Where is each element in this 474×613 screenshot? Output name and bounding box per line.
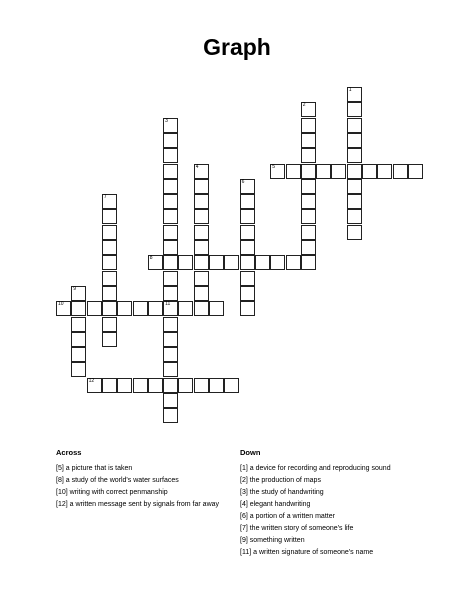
- grid-cell[interactable]: [102, 317, 117, 332]
- grid-cell[interactable]: [194, 301, 209, 316]
- grid-cell[interactable]: [163, 179, 178, 194]
- grid-cell[interactable]: [194, 286, 209, 301]
- grid-cell[interactable]: [347, 209, 362, 224]
- grid-cell[interactable]: [331, 164, 346, 179]
- grid-cell[interactable]: [133, 301, 148, 316]
- grid-cell[interactable]: [377, 164, 392, 179]
- grid-cell[interactable]: [240, 301, 255, 316]
- grid-cell[interactable]: [163, 240, 178, 255]
- cell-number: 9: [73, 285, 77, 292]
- grid-cell[interactable]: [117, 301, 132, 316]
- grid-cell[interactable]: [301, 209, 316, 224]
- cell-number: 2: [302, 102, 306, 109]
- cell-number: 11: [165, 301, 171, 308]
- grid-cell[interactable]: [240, 271, 255, 286]
- grid-cell[interactable]: [163, 362, 178, 377]
- grid-cell[interactable]: [102, 225, 117, 240]
- grid-cell[interactable]: [56, 301, 71, 316]
- grid-cell[interactable]: [163, 317, 178, 332]
- cell-number: 10: [58, 301, 64, 308]
- across-heading: Across: [56, 448, 82, 457]
- grid-cell[interactable]: [102, 209, 117, 224]
- grid-cell[interactable]: [194, 179, 209, 194]
- grid-cell[interactable]: [347, 225, 362, 240]
- grid-cell[interactable]: [87, 378, 102, 393]
- grid-cell[interactable]: [301, 179, 316, 194]
- cell-number: 12: [88, 377, 95, 384]
- grid-cell[interactable]: [102, 301, 117, 316]
- grid-cell[interactable]: [102, 194, 117, 209]
- grid-cell[interactable]: [71, 362, 86, 377]
- grid-cell[interactable]: [240, 209, 255, 224]
- grid-cell[interactable]: [163, 393, 178, 408]
- down-clue-7: [7] the written story of someone's life: [240, 525, 354, 532]
- grid-cell[interactable]: [102, 332, 117, 347]
- across-clue-12: [12] a written message sent by signals from far away: [56, 501, 220, 508]
- grid-cell[interactable]: [163, 347, 178, 362]
- grid-cell[interactable]: [194, 194, 209, 209]
- down-clue-4: [4] elegant handwriting: [240, 501, 311, 508]
- grid-cell[interactable]: [301, 164, 316, 179]
- grid-cell[interactable]: [163, 148, 178, 163]
- grid-cell[interactable]: [178, 378, 193, 393]
- grid-cell[interactable]: [163, 286, 178, 301]
- grid-cell[interactable]: [209, 301, 224, 316]
- grid-cell[interactable]: [255, 255, 270, 270]
- across-clue-10: [10] writing with correct penmanship: [56, 489, 168, 496]
- down-clue-1: [1] a device for recording and reproducing sound: [240, 465, 391, 472]
- grid-cell[interactable]: [362, 164, 377, 179]
- grid-cell[interactable]: [87, 301, 102, 316]
- down-heading: Down: [240, 448, 261, 457]
- grid-cell[interactable]: [117, 378, 132, 393]
- grid-cell[interactable]: [163, 255, 178, 270]
- grid-cell[interactable]: [178, 255, 193, 270]
- grid-cell[interactable]: [224, 255, 239, 270]
- grid-cell[interactable]: [71, 286, 86, 301]
- grid-cell[interactable]: [270, 255, 285, 270]
- across-clues: [56, 448, 231, 513]
- grid-cell[interactable]: [163, 118, 178, 133]
- grid-cell[interactable]: [347, 118, 362, 133]
- grid-cell[interactable]: [163, 378, 178, 393]
- grid-cell[interactable]: [347, 148, 362, 163]
- grid-cell[interactable]: [163, 164, 178, 179]
- grid-cell[interactable]: [347, 164, 362, 179]
- grid-cell[interactable]: [102, 240, 117, 255]
- down-clue-11: [11] a written signature of someone's name: [240, 549, 374, 556]
- down-clue-3: [3] the study of handwriting: [240, 489, 324, 496]
- grid-cell[interactable]: [240, 255, 255, 270]
- grid-cell[interactable]: [224, 378, 239, 393]
- grid-cell[interactable]: [148, 255, 163, 270]
- grid-cell[interactable]: [301, 133, 316, 148]
- grid-cell[interactable]: [347, 102, 362, 117]
- grid-cell[interactable]: [71, 332, 86, 347]
- grid-cell[interactable]: [347, 133, 362, 148]
- grid-cell[interactable]: [194, 378, 209, 393]
- grid-cell[interactable]: [163, 225, 178, 240]
- grid-cell[interactable]: [194, 225, 209, 240]
- down-clue-6: [6] a portion of a written matter: [240, 513, 335, 520]
- grid-cell[interactable]: [240, 286, 255, 301]
- grid-cell[interactable]: [163, 194, 178, 209]
- grid-cell[interactable]: [209, 378, 224, 393]
- cell-number: 1: [348, 87, 352, 93]
- grid-cell[interactable]: [316, 164, 331, 179]
- grid-cell[interactable]: [347, 87, 362, 102]
- grid-cell[interactable]: [301, 148, 316, 163]
- grid-cell[interactable]: [194, 255, 209, 270]
- grid-cell[interactable]: [163, 133, 178, 148]
- grid-cell[interactable]: [102, 378, 117, 393]
- grid-cell[interactable]: [286, 164, 301, 179]
- across-clue-8: [8] a study of the world's water surfaces: [56, 477, 179, 484]
- grid-cell[interactable]: [163, 271, 178, 286]
- grid-cell[interactable]: [347, 194, 362, 209]
- grid-cell[interactable]: [133, 378, 148, 393]
- down-clue-2: [2] the production of maps: [240, 477, 321, 484]
- grid-cell[interactable]: [71, 317, 86, 332]
- grid-cell[interactable]: [301, 118, 316, 133]
- grid-cell[interactable]: [408, 164, 423, 179]
- across-clue-5: [5] a picture that is taken: [56, 465, 133, 472]
- down-clue-9: [9] something written: [240, 537, 305, 544]
- grid-cell[interactable]: [301, 255, 316, 270]
- grid-cell[interactable]: [301, 194, 316, 209]
- cell-number: 3: [165, 117, 168, 124]
- grid-cell[interactable]: [194, 209, 209, 224]
- grid-cell[interactable]: [209, 255, 224, 270]
- grid-cell[interactable]: [347, 179, 362, 194]
- grid-cell[interactable]: [102, 255, 117, 270]
- cell-number: 5: [272, 163, 275, 170]
- grid-cell[interactable]: [240, 240, 255, 255]
- grid-cell[interactable]: [301, 102, 316, 117]
- cell-number: 7: [103, 194, 107, 201]
- grid-cell[interactable]: [71, 347, 86, 362]
- grid-cell[interactable]: [194, 240, 209, 255]
- grid-cell[interactable]: [163, 209, 178, 224]
- grid-cell[interactable]: [148, 301, 163, 316]
- grid-cell[interactable]: [102, 286, 117, 301]
- grid-cell[interactable]: [148, 378, 163, 393]
- grid-cell[interactable]: [301, 240, 316, 255]
- grid-cell[interactable]: [286, 255, 301, 270]
- grid-cell[interactable]: [240, 179, 255, 194]
- grid-cell[interactable]: [240, 194, 255, 209]
- grid-cell[interactable]: [270, 164, 285, 179]
- cell-number: 4: [195, 163, 199, 170]
- cell-number: 6: [241, 178, 245, 185]
- grid-cell[interactable]: [301, 225, 316, 240]
- grid-cell[interactable]: [178, 301, 193, 316]
- page-title: Graph: [203, 34, 271, 60]
- grid-cell[interactable]: [393, 164, 408, 179]
- grid-cell[interactable]: [240, 225, 255, 240]
- cell-number: 8: [149, 255, 153, 262]
- grid-cell[interactable]: [163, 408, 178, 423]
- grid-cell[interactable]: [163, 301, 178, 316]
- grid-cell[interactable]: [71, 301, 86, 316]
- grid-cell[interactable]: [102, 271, 117, 286]
- grid-cell[interactable]: [194, 271, 209, 286]
- grid-cell[interactable]: [163, 332, 178, 347]
- down-clues: [240, 448, 430, 561]
- grid-cell[interactable]: [194, 164, 209, 179]
